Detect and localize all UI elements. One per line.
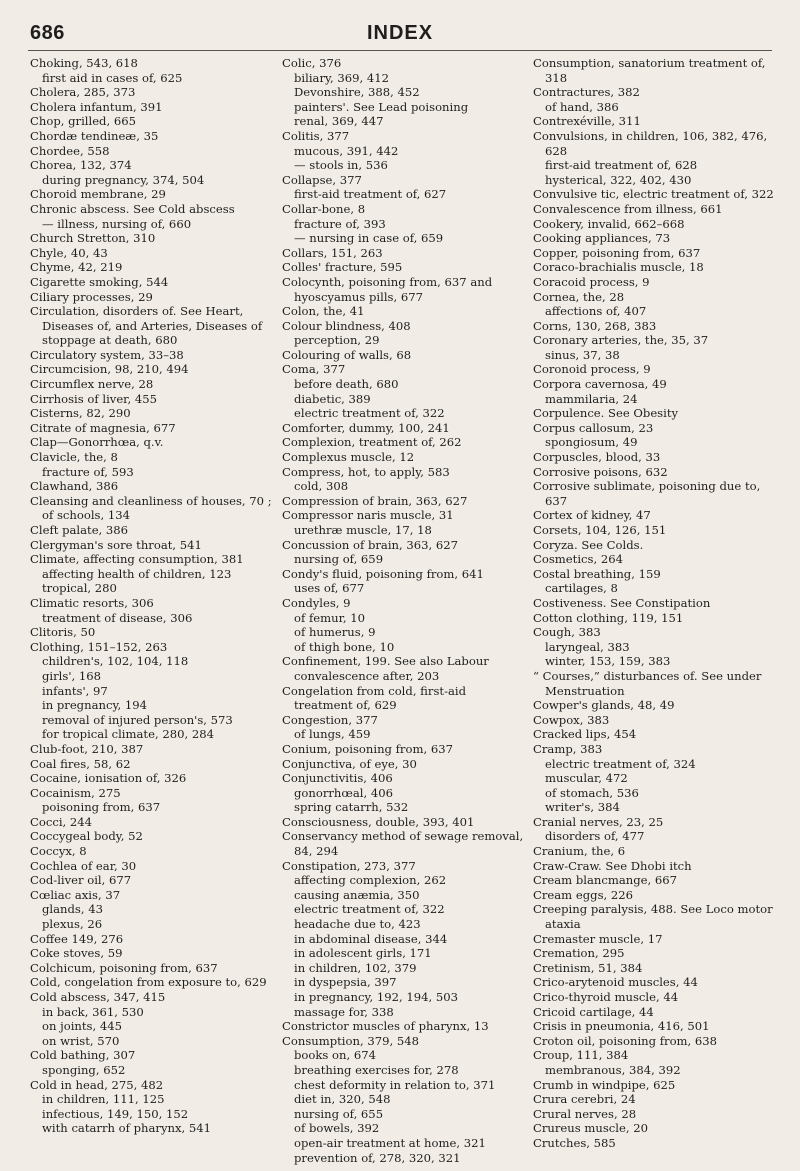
index-subentry: breathing exercises for, 278 bbox=[294, 1062, 459, 1077]
header-rule bbox=[28, 50, 772, 51]
index-entry: Cocainism, 275 bbox=[30, 785, 121, 800]
index-entry: Cleansing and cleanliness of houses, 70 ; of schools, 134 bbox=[30, 493, 272, 523]
index-entry: Crumb in windpipe, 625 bbox=[533, 1077, 676, 1092]
index-entry: Corsets, 104, 126, 151 bbox=[533, 523, 667, 537]
index-subentry: tropical, 280 bbox=[42, 581, 117, 596]
index-entry: Cigarette smoking, 544 bbox=[30, 274, 169, 289]
index-entry: Chordæ tendineæ, 35 bbox=[30, 128, 159, 143]
index-entry: Cramp, 383 bbox=[533, 741, 603, 756]
index-subentry: for tropical climate, 280, 284 bbox=[42, 727, 214, 742]
index-subentry: affecting health of children, 123 bbox=[42, 566, 232, 581]
index-column-3 bbox=[533, 56, 778, 1151]
index-entry: Crura cerebri, 24 bbox=[533, 1092, 636, 1107]
index-entry: Cœliac axis, 37 bbox=[30, 887, 121, 902]
index-entry: Constipation, 273, 377 bbox=[282, 858, 416, 873]
index-entry: Cream blancmange, 667 bbox=[533, 873, 678, 888]
index-subentry: first aid in cases of, 625 bbox=[42, 70, 183, 85]
index-entry: Circulatory system, 33–38 bbox=[30, 347, 184, 362]
index-subentry: writer's, 384 bbox=[545, 800, 620, 815]
index-entry: Contractures, 382 bbox=[533, 85, 640, 100]
index-subentry: treatment of disease, 306 bbox=[42, 610, 193, 625]
index-entry: Corns, 130, 268, 383 bbox=[533, 318, 657, 333]
index-entry: Confinement, 199. See also Labour bbox=[282, 654, 489, 669]
index-entry: Costiveness. See Constipation bbox=[533, 595, 711, 610]
index-subentry: of humerus, 9 bbox=[294, 625, 376, 640]
index-entry: Colchicum, poisoning from, 637 bbox=[30, 960, 218, 975]
index-subentry: of femur, 10 bbox=[294, 610, 365, 625]
page-title: INDEX bbox=[366, 22, 434, 44]
index-entry: Consumption, sanatorium treatment of, 318 bbox=[533, 56, 766, 85]
index-entry: Cooking appliances, 73 bbox=[533, 231, 671, 246]
index-entry: Copper, poisoning from, 637 bbox=[533, 245, 701, 260]
index-subentry: books on, 674 bbox=[294, 1048, 376, 1063]
index-subentry: with catarrh of pharynx, 541 bbox=[42, 1121, 212, 1136]
index-entry: Chop, grilled, 665 bbox=[30, 114, 136, 129]
index-subentry: nursing of, 659 bbox=[294, 552, 384, 567]
index-subentry: in abdominal disease, 344 bbox=[294, 931, 448, 946]
index-entry: Cretinism, 51, 384 bbox=[533, 960, 643, 975]
index-entry: Corpus callosum, 23 bbox=[533, 420, 654, 435]
index-entry: Choroid membrane, 29 bbox=[30, 187, 166, 202]
index-entry: Crico-thyroid muscle, 44 bbox=[533, 990, 679, 1004]
index-entry: Colour blindness, 408 bbox=[282, 318, 411, 333]
index-entry: Colles' fracture, 595 bbox=[282, 260, 403, 275]
index-subentry: first-aid treatment of, 628 bbox=[545, 158, 698, 173]
index-subentry: — illness, nursing of, 660 bbox=[42, 216, 192, 231]
index-subentry: painters'. See Lead poisoning bbox=[294, 99, 469, 114]
index-subentry: mammilaria, 24 bbox=[545, 391, 638, 406]
index-subentry: electric treatment of, 324 bbox=[545, 756, 696, 771]
index-entry: Comforter, dummy, 100, 241 bbox=[282, 420, 450, 435]
index-subentry: spring catarrh, 532 bbox=[294, 800, 409, 815]
index-entry: Cold abscess, 347, 415 bbox=[30, 990, 166, 1004]
index-entry: Chorea, 132, 374 bbox=[30, 158, 132, 173]
index-subentry: nursing of, 655 bbox=[294, 1106, 384, 1121]
index-subentry: in pregnancy, 192, 194, 503 bbox=[294, 990, 458, 1004]
index-subentry: gonorrhœal, 406 bbox=[294, 785, 393, 800]
index-entry: Cowpox, 383 bbox=[533, 712, 610, 727]
index-entry: Church Stretton, 310 bbox=[30, 231, 156, 246]
index-entry: Cream eggs, 226 bbox=[533, 887, 634, 902]
index-subentry: biliary, 369, 412 bbox=[294, 70, 390, 85]
index-entry: Circumcision, 98, 210, 494 bbox=[30, 362, 189, 377]
index-subentry: electric treatment of, 322 bbox=[294, 902, 445, 917]
index-entry: Crural nerves, 28 bbox=[533, 1106, 637, 1121]
index-entry: Cracked lips, 454 bbox=[533, 727, 637, 742]
index-entry: Cochlea of ear, 30 bbox=[30, 858, 137, 873]
index-subentry: affections of, 407 bbox=[545, 304, 647, 319]
index-entry: Crisis in pneumonia, 416, 501 bbox=[533, 1019, 710, 1034]
index-entry: Cisterns, 82, 290 bbox=[30, 406, 131, 421]
index-entry: Complexion, treatment of, 262 bbox=[282, 435, 462, 450]
index-entry: Coke stoves, 59 bbox=[30, 946, 123, 961]
index-entry: Clergyman's sore throat, 541 bbox=[30, 537, 202, 552]
index-entry: Compress, hot, to apply, 583 bbox=[282, 464, 450, 479]
index-entry: Constrictor muscles of pharynx, 13 bbox=[282, 1019, 489, 1034]
index-entry: Clawhand, 386 bbox=[30, 479, 119, 494]
index-entry: Condyles, 9 bbox=[282, 595, 351, 610]
index-entry: Croton oil, poisoning from, 638 bbox=[533, 1033, 718, 1048]
index-entry: Cosmetics, 264 bbox=[533, 552, 623, 567]
index-subentry: of lungs, 459 bbox=[294, 727, 371, 742]
index-entry: Chronic abscess. See Cold abscess bbox=[30, 201, 235, 216]
index-entry: Crico-arytenoid muscles, 44 bbox=[533, 975, 698, 990]
index-entry: Consumption, 379, 548 bbox=[282, 1033, 419, 1048]
index-entry: Cholera, 285, 373 bbox=[30, 85, 136, 100]
index-entry: Coryza. See Colds. bbox=[533, 537, 644, 552]
index-entry: Conjunctiva, of eye, 30 bbox=[282, 756, 417, 771]
index-subentry: first-aid treatment of, 627 bbox=[294, 187, 447, 202]
index-entry: Compressor naris muscle, 31 bbox=[282, 508, 454, 523]
index-entry: Colocynth, poisoning from, 637 and hyoscyamus pills, 677 bbox=[282, 274, 493, 304]
index-subentry: chest deformity in relation to, 371 bbox=[294, 1077, 496, 1092]
index-subentry: in adolescent girls, 171 bbox=[294, 946, 432, 961]
index-entry: Clavicle, the, 8 bbox=[30, 450, 118, 465]
index-entry: Crutches, 585 bbox=[533, 1135, 616, 1150]
index-entry: Citrate of magnesia, 677 bbox=[30, 420, 176, 435]
index-subentry: in pregnancy, 194 bbox=[42, 698, 147, 713]
index-entry: Chordee, 558 bbox=[30, 143, 110, 158]
index-entry: Conjunctivitis, 406 bbox=[282, 771, 393, 786]
index-column-2 bbox=[282, 56, 527, 1165]
index-entry: Circulation, disorders of. See Heart, Diseases of, and Arteries, Diseases of bbox=[30, 304, 263, 333]
index-entry: Cotton clothing, 119, 151 bbox=[533, 610, 684, 625]
index-subentry: massage for, 338 bbox=[294, 1004, 394, 1019]
index-entry: Colic, 376 bbox=[282, 56, 342, 70]
index-entry: Corpulence. See Obesity bbox=[533, 406, 679, 421]
index-subentry: winter, 153, 159, 383 bbox=[545, 654, 671, 669]
index-subentry: on joints, 445 bbox=[42, 1019, 122, 1034]
index-entry: Cocci, 244 bbox=[30, 814, 93, 829]
index-entry: Clothing, 151–152, 263 bbox=[30, 639, 168, 654]
index-subentry: — nursing in case of, 659 bbox=[294, 231, 444, 246]
index-entry: Convulsions, in children, 106, 382, 476, 628 bbox=[533, 128, 768, 158]
index-subentry: — stools in, 536 bbox=[294, 158, 388, 173]
index-subentry: causing anæmia, 350 bbox=[294, 887, 420, 902]
index-entry: Contrexéville, 311 bbox=[533, 114, 641, 129]
index-entry: Condy's fluid, poisoning from, 641 bbox=[282, 566, 484, 581]
index-subentry: during pregnancy, 374, 504 bbox=[42, 172, 205, 187]
index-entry: Cranial nerves, 23, 25 bbox=[533, 814, 664, 829]
index-entry: Craw-Craw. See Dhobi itch bbox=[533, 858, 692, 873]
index-subentry: infants', 97 bbox=[42, 683, 108, 698]
index-subentry: infectious, 149, 150, 152 bbox=[42, 1106, 189, 1121]
index-entry: Cookery, invalid, 662–668 bbox=[533, 216, 685, 231]
index-subentry: Devonshire, 388, 452 bbox=[294, 85, 420, 100]
index-entry: Corrosive poisons, 632 bbox=[533, 464, 668, 479]
index-entry: Chyle, 40, 43 bbox=[30, 245, 108, 260]
index-entry: Circumflex nerve, 28 bbox=[30, 377, 154, 392]
index-subentry: stoppage at death, 680 bbox=[42, 333, 178, 348]
index-subentry: of thigh bone, 10 bbox=[294, 639, 395, 654]
index-entry: Coronoid process, 9 bbox=[533, 362, 651, 377]
index-subentry: before death, 680 bbox=[294, 377, 399, 392]
index-subentry: in back, 361, 530 bbox=[42, 1004, 144, 1019]
index-subentry: mucous, 391, 442 bbox=[294, 143, 399, 158]
index-entry: Convulsive tic, electric treatment of, 322 bbox=[533, 187, 774, 202]
index-subentry: renal, 369, 447 bbox=[294, 114, 384, 129]
index-entry: Corrosive sublimate, poisoning due to, 637 bbox=[533, 479, 761, 508]
index-entry: Corpuscles, blood, 33 bbox=[533, 450, 661, 465]
index-subentry: fracture of, 593 bbox=[42, 464, 134, 479]
index-entry: Collapse, 377 bbox=[282, 172, 362, 187]
index-subentry: electric treatment of, 322 bbox=[294, 406, 445, 421]
index-entry: Colitis, 377 bbox=[282, 128, 350, 143]
index-entry: Consciousness, double, 393, 401 bbox=[282, 814, 475, 829]
index-entry: Coccygeal body, 52 bbox=[30, 829, 143, 844]
index-entry: Cranium, the, 6 bbox=[533, 844, 626, 859]
index-entry: Ciliary processes, 29 bbox=[30, 289, 153, 304]
index-subentry: cold, 308 bbox=[294, 479, 349, 494]
index-entry: Cirrhosis of liver, 455 bbox=[30, 391, 157, 406]
index-subentry: girls', 168 bbox=[42, 668, 102, 683]
index-entry: Congelation from cold, first-aid treatment of, 629 bbox=[282, 683, 467, 713]
index-columns bbox=[30, 56, 780, 1166]
index-entry: Choking, 543, 618 bbox=[30, 56, 138, 70]
index-entry: Cricoid cartilage, 44 bbox=[533, 1004, 654, 1019]
index-entry: Chyme, 42, 219 bbox=[30, 260, 123, 275]
index-entry: Complexus muscle, 12 bbox=[282, 450, 415, 465]
index-subentry: of stomach, 536 bbox=[545, 785, 639, 800]
index-entry: Club-foot, 210, 387 bbox=[30, 741, 144, 756]
index-entry: “ Courses,” disturbances of. See under Menstruation bbox=[533, 668, 762, 698]
index-entry: Cowper's glands, 48, 49 bbox=[533, 698, 675, 713]
index-entry: Cod-liver oil, 677 bbox=[30, 873, 132, 888]
index-entry: Coccyx, 8 bbox=[30, 844, 87, 859]
index-subentry: uses of, 677 bbox=[294, 581, 365, 596]
index-subentry: disorders of, 477 bbox=[545, 829, 645, 844]
index-entry: Compression of brain, 363, 627 bbox=[282, 493, 468, 508]
page-number: 686 bbox=[30, 22, 65, 44]
index-subentry: sinus, 37, 38 bbox=[545, 347, 620, 362]
index-subentry: cartilages, 8 bbox=[545, 581, 618, 596]
index-subentry: convalescence after, 203 bbox=[294, 668, 440, 683]
index-subentry: children's, 102, 104, 118 bbox=[42, 654, 189, 669]
index-subentry: of hand, 386 bbox=[545, 99, 619, 114]
index-entry: Costal breathing, 159 bbox=[533, 566, 661, 581]
index-subentry: muscular, 472 bbox=[545, 771, 628, 786]
index-entry: Congestion, 377 bbox=[282, 712, 378, 727]
index-entry: Clap—Gonorrhœa, q.v. bbox=[30, 435, 164, 450]
index-entry: Corpora cavernosa, 49 bbox=[533, 377, 667, 392]
index-entry: Coracoid process, 9 bbox=[533, 274, 650, 289]
index-subentry: prevention of, 278, 320, 321 bbox=[294, 1150, 461, 1165]
index-subentry: on wrist, 570 bbox=[42, 1033, 120, 1048]
index-subentry: spongiosum, 49 bbox=[545, 435, 638, 450]
index-entry: Collars, 151, 263 bbox=[282, 245, 383, 260]
index-entry: Cold bathing, 307 bbox=[30, 1048, 136, 1063]
index-entry: Coraco-brachialis muscle, 18 bbox=[533, 260, 704, 275]
index-entry: Colon, the, 41 bbox=[282, 304, 365, 319]
index-entry: Creeping paralysis, 488. See Loco motor ataxia bbox=[533, 902, 773, 932]
index-subentry: affecting complexion, 262 bbox=[294, 873, 447, 888]
index-entry: Climate, affecting consumption, 381 bbox=[30, 552, 244, 567]
index-entry: Coffee 149, 276 bbox=[30, 931, 124, 946]
index-entry: Colouring of walls, 68 bbox=[282, 347, 412, 362]
index-column-1 bbox=[30, 56, 275, 1136]
index-entry: Cough, 383 bbox=[533, 625, 601, 640]
index-subentry: plexus, 26 bbox=[42, 917, 103, 932]
index-subentry: sponging, 652 bbox=[42, 1062, 126, 1077]
index-entry: Cholera infantum, 391 bbox=[30, 99, 163, 114]
index-subentry: membranous, 384, 392 bbox=[545, 1062, 681, 1077]
index-subentry: headache due to, 423 bbox=[294, 917, 421, 932]
index-subentry: hysterical, 322, 402, 430 bbox=[545, 172, 692, 187]
index-subentry: of bowels, 392 bbox=[294, 1121, 380, 1136]
index-subentry: laryngeal, 383 bbox=[545, 639, 630, 654]
index-entry: Cocaine, ionisation of, 326 bbox=[30, 771, 187, 786]
index-subentry: diet in, 320, 548 bbox=[294, 1092, 391, 1107]
index-subentry: glands, 43 bbox=[42, 902, 104, 917]
index-entry: Cremaster muscle, 17 bbox=[533, 931, 663, 946]
index-subentry: in children, 102, 379 bbox=[294, 960, 417, 975]
index-entry: Cornea, the, 28 bbox=[533, 289, 625, 304]
index-entry: Climatic resorts, 306 bbox=[30, 595, 154, 610]
index-entry: Croup, 111, 384 bbox=[533, 1048, 629, 1063]
index-entry: Cleft palate, 386 bbox=[30, 523, 129, 537]
index-subentry: urethræ muscle, 17, 18 bbox=[294, 523, 432, 537]
index-subentry: in children, 111, 125 bbox=[42, 1092, 165, 1107]
index-entry: Concussion of brain, 363, 627 bbox=[282, 537, 459, 552]
index-entry: Coal fires, 58, 62 bbox=[30, 756, 131, 771]
index-subentry: in dyspepsia, 397 bbox=[294, 975, 397, 990]
index-subentry: fracture of, 393 bbox=[294, 216, 386, 231]
index-entry: Cortex of kidney, 47 bbox=[533, 508, 651, 523]
index-entry: Convalescence from illness, 661 bbox=[533, 201, 723, 216]
index-entry: Coronary arteries, the, 35, 37 bbox=[533, 333, 709, 348]
index-entry: Collar-bone, 8 bbox=[282, 201, 366, 216]
index-entry: Cold in head, 275, 482 bbox=[30, 1077, 164, 1092]
index-subentry: poisoning from, 637 bbox=[42, 800, 161, 815]
index-entry: Coma, 377 bbox=[282, 362, 346, 377]
index-subentry: open-air treatment at home, 321 bbox=[294, 1135, 486, 1150]
index-entry: Conium, poisoning from, 637 bbox=[282, 741, 453, 756]
index-entry: Crureus muscle, 20 bbox=[533, 1121, 648, 1136]
index-subentry: diabetic, 389 bbox=[294, 391, 371, 406]
index-subentry: removal of injured person's, 573 bbox=[42, 712, 233, 727]
index-entry: Clitoris, 50 bbox=[30, 625, 96, 640]
index-entry: Cremation, 295 bbox=[533, 946, 625, 961]
index-subentry: perception, 29 bbox=[294, 333, 380, 348]
index-entry: Cold, congelation from exposure to, 629 bbox=[30, 975, 267, 990]
index-entry: Conservancy method of sewage removal, 84, 294 bbox=[282, 829, 524, 859]
